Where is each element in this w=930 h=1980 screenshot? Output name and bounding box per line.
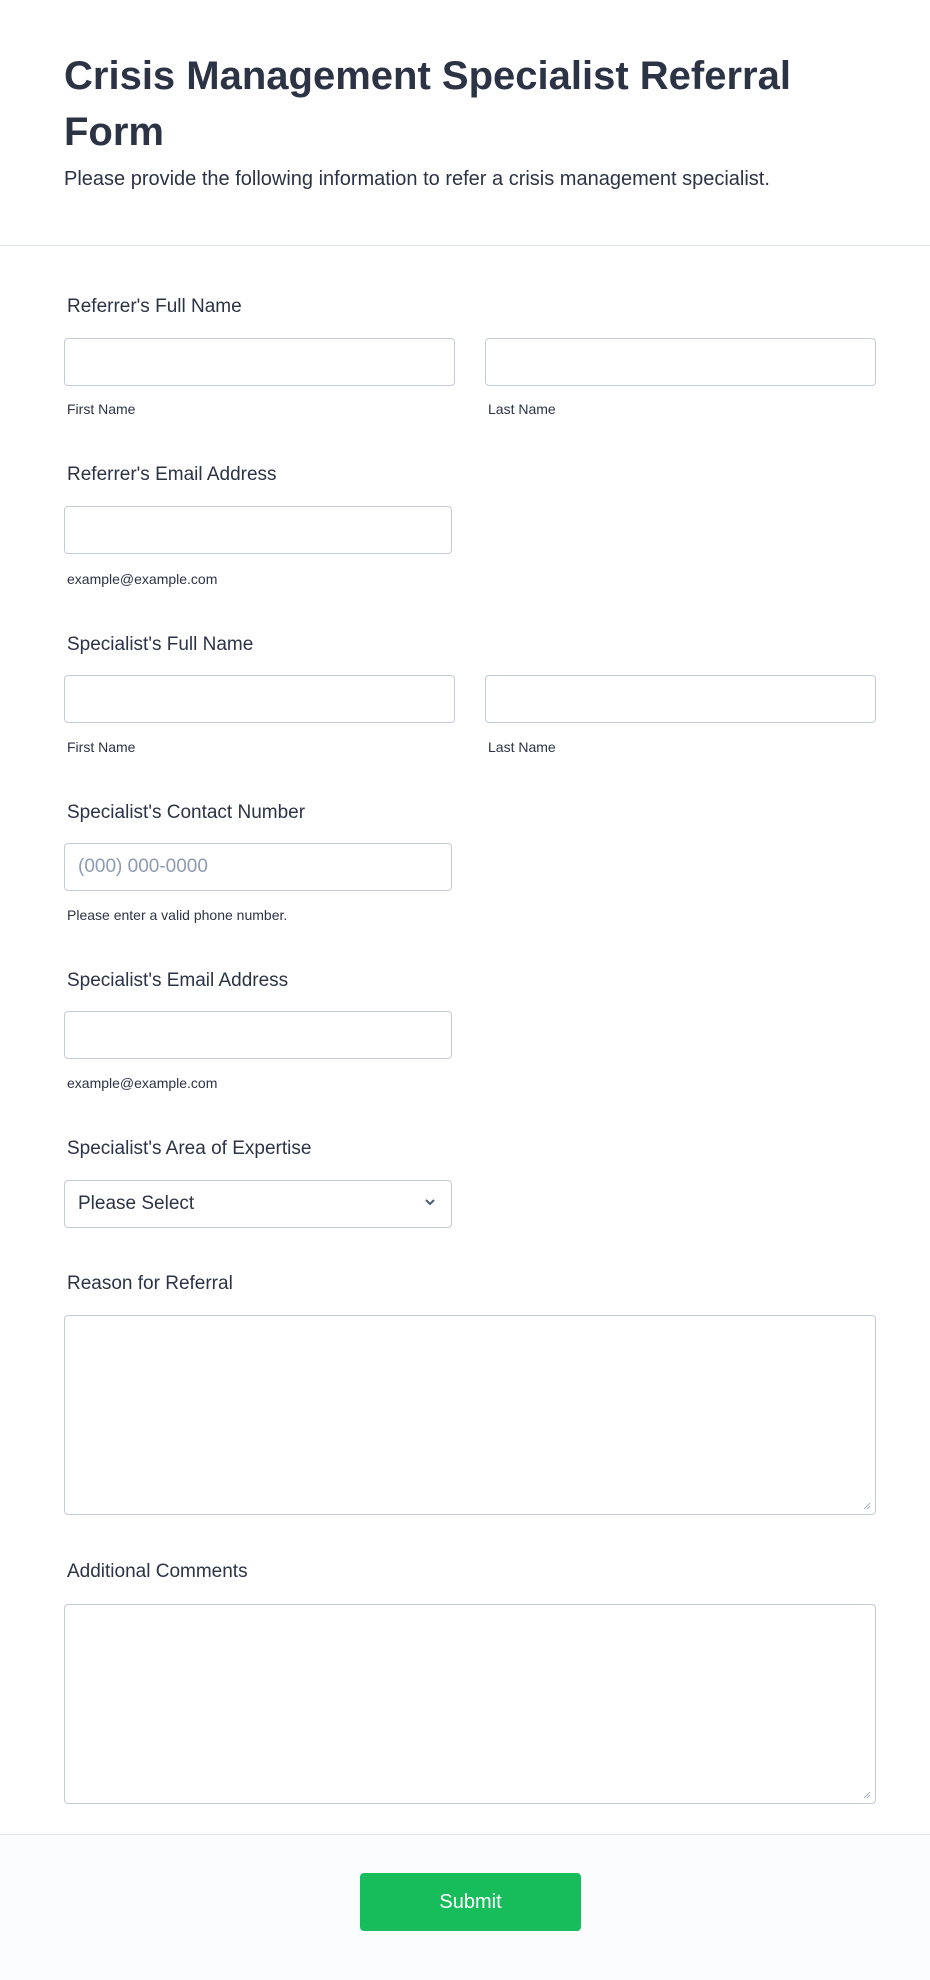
specialist-first-name-input[interactable] bbox=[64, 675, 455, 723]
form-subtitle: Please provide the following information to refer a crisis management specialist. bbox=[64, 168, 770, 190]
resize-handle-icon[interactable] bbox=[862, 1790, 871, 1799]
first-name-sublabel: First Name bbox=[67, 401, 136, 417]
expertise-selected-value: Please Select bbox=[78, 1193, 195, 1214]
last-name-sublabel: Last Name bbox=[488, 401, 556, 417]
header-divider bbox=[0, 245, 930, 246]
expertise-select[interactable] bbox=[64, 1180, 452, 1228]
chevron-down-icon bbox=[423, 1195, 437, 1209]
resize-handle-icon[interactable] bbox=[862, 1501, 871, 1510]
specialist-email-label: Specialist's Email Address bbox=[67, 970, 289, 991]
first-name-sublabel: First Name bbox=[67, 739, 136, 755]
specialist-email-sublabel: example@example.com bbox=[67, 1075, 218, 1091]
specialist-last-name-input[interactable] bbox=[485, 675, 876, 723]
reason-label: Reason for Referral bbox=[67, 1273, 233, 1294]
referrer-name-label: Referrer's Full Name bbox=[67, 296, 242, 317]
footer-divider bbox=[0, 1834, 930, 1835]
referrer-email-label: Referrer's Email Address bbox=[67, 464, 277, 485]
referrer-last-name-input[interactable] bbox=[485, 338, 876, 386]
specialist-phone-input[interactable] bbox=[64, 843, 452, 891]
comments-label: Additional Comments bbox=[67, 1561, 248, 1582]
submit-button[interactable]: Submit bbox=[360, 1873, 581, 1931]
specialist-phone-label: Specialist's Contact Number bbox=[67, 802, 306, 823]
referrer-email-input[interactable] bbox=[64, 506, 452, 554]
comments-textarea[interactable] bbox=[64, 1604, 876, 1804]
reason-textarea-wrap bbox=[64, 1315, 876, 1515]
referrer-email-sublabel: example@example.com bbox=[67, 571, 218, 587]
phone-sublabel: Please enter a valid phone number. bbox=[67, 907, 288, 923]
form-title: Crisis Management Specialist Referral Form bbox=[64, 54, 791, 154]
last-name-sublabel: Last Name bbox=[488, 739, 556, 755]
referrer-first-name-input[interactable] bbox=[64, 338, 455, 386]
comments-textarea-wrap bbox=[64, 1604, 876, 1804]
specialist-email-input[interactable] bbox=[64, 1011, 452, 1059]
specialist-name-label: Specialist's Full Name bbox=[67, 634, 254, 655]
expertise-label: Specialist's Area of Expertise bbox=[67, 1138, 312, 1159]
reason-textarea[interactable] bbox=[64, 1315, 876, 1515]
